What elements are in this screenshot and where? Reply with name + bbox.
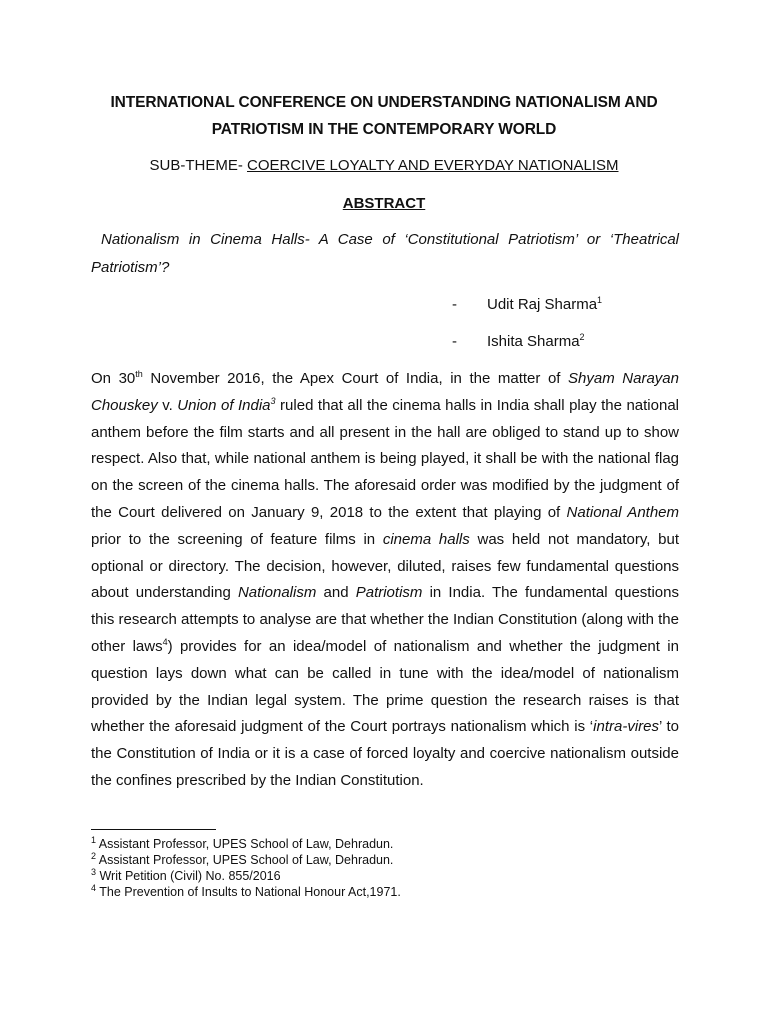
conference-title-line-2: PATRIOTISM IN THE CONTEMPORARY WORLD — [211, 121, 557, 138]
cinema-halls-term: cinema halls — [382, 530, 470, 548]
case-footnote-ref[interactable]: 3 — [270, 395, 276, 406]
footnote-1-text: Assistant Professor, UPES School of Law, Dehradun. — [96, 837, 394, 851]
footnote-separator — [91, 829, 216, 830]
and-text: and — [316, 584, 356, 602]
abstract-body — [91, 366, 679, 795]
body-text-3: ruled that all the cinema halls in India shall play the national anthem before the film starts and all present in the hall are obliged to stand up to show respect. Also that, while national anthem is being played, it shall be with the national flag on the screen of the cinema halls. The aforesaid order was modified by the judgment of the Court delivered on January 9, 2018 to the extent that playing of — [91, 396, 680, 521]
body-text-5: was held not mandatory, but optional or directory. The decision, however, diluted, raises few fundamental questions about understanding — [91, 530, 679, 602]
author-2-dash: - — [452, 333, 457, 350]
case-party-1: Shyam Narayan Chouskey — [91, 370, 679, 414]
footnote-1 — [91, 836, 393, 852]
footnote-2-number: 2 — [91, 850, 97, 861]
author-2 — [452, 333, 585, 350]
footnote-4-number: 4 — [91, 882, 97, 893]
author-1-footnote-ref[interactable]: 1 — [597, 295, 603, 305]
body-text-7: ) provides for an idea/model of nationalism and whether the judgment in question lays down what can be called in tune with the idea/model of nationalism provided by the Indian legal system. The prime question the research raises is that whether the aforesaid judgment of the Court portrays nationalism which is ‘ — [91, 637, 679, 736]
subtheme-line — [0, 157, 768, 174]
body-text-8: ’ to the Constitution of India or it is a case of forced loyalty and coercive nationalism outside the confines prescribed by the Indian Constitution. — [91, 718, 680, 789]
author-1 — [452, 296, 602, 313]
footnote-3-text: Writ Petition (Civil) No. 855/2016 — [96, 869, 281, 883]
ordinal-suffix: th — [135, 369, 143, 379]
footnote-2 — [91, 852, 393, 868]
author-2-name: Ishita Sharma — [487, 333, 580, 350]
author-2-footnote-ref[interactable]: 2 — [579, 332, 585, 342]
conference-title-line-1: INTERNATIONAL CONFERENCE ON UNDERSTANDING NATIONALISM AND — [110, 94, 658, 111]
patriotism-term: Patriotism — [355, 584, 423, 602]
footnote-4-text: The Prevention of Insults to National Honour Act,1971. — [96, 885, 401, 899]
abstract-heading: ABSTRACT — [342, 195, 426, 212]
author-1-dash: - — [452, 296, 457, 313]
body-text-6: in India. The fundamental questions this research attempts to analyse are that whether the Indian Constitution (along with the other laws — [91, 584, 679, 655]
paper-title: Nationalism in Cinema Halls- A Case of ‘Constitutional Patriotism’ or ‘Theatrical Patriotism’? — [91, 231, 679, 276]
footnote-1-number: 1 — [91, 834, 97, 845]
subtheme-label: SUB-THEME- — [149, 157, 247, 174]
author-1-name: Udit Raj Sharma — [487, 296, 598, 313]
footnote-2-text: Assistant Professor, UPES School of Law, Dehradun. — [96, 853, 394, 867]
versus-text: v. — [157, 396, 178, 414]
laws-footnote-ref[interactable]: 4 — [162, 636, 168, 647]
body-text-4: prior to the screening of feature films in — [91, 530, 383, 548]
footnote-3-number: 3 — [91, 866, 97, 877]
body-text-1: On 30 — [91, 370, 136, 387]
body-text-2: November 2016, the Apex Court of India, in the matter of — [142, 370, 569, 387]
footnote-3 — [91, 868, 281, 884]
footnote-4 — [91, 884, 401, 900]
intra-vires-term: intra-vires — [593, 718, 659, 736]
national-anthem-term: National Anthem — [566, 503, 680, 521]
case-party-2: Union of India — [177, 396, 271, 414]
subtheme-text: COERCIVE LOYALTY AND EVERYDAY NATIONALISM — [247, 157, 619, 174]
nationalism-term: Nationalism — [237, 584, 317, 602]
